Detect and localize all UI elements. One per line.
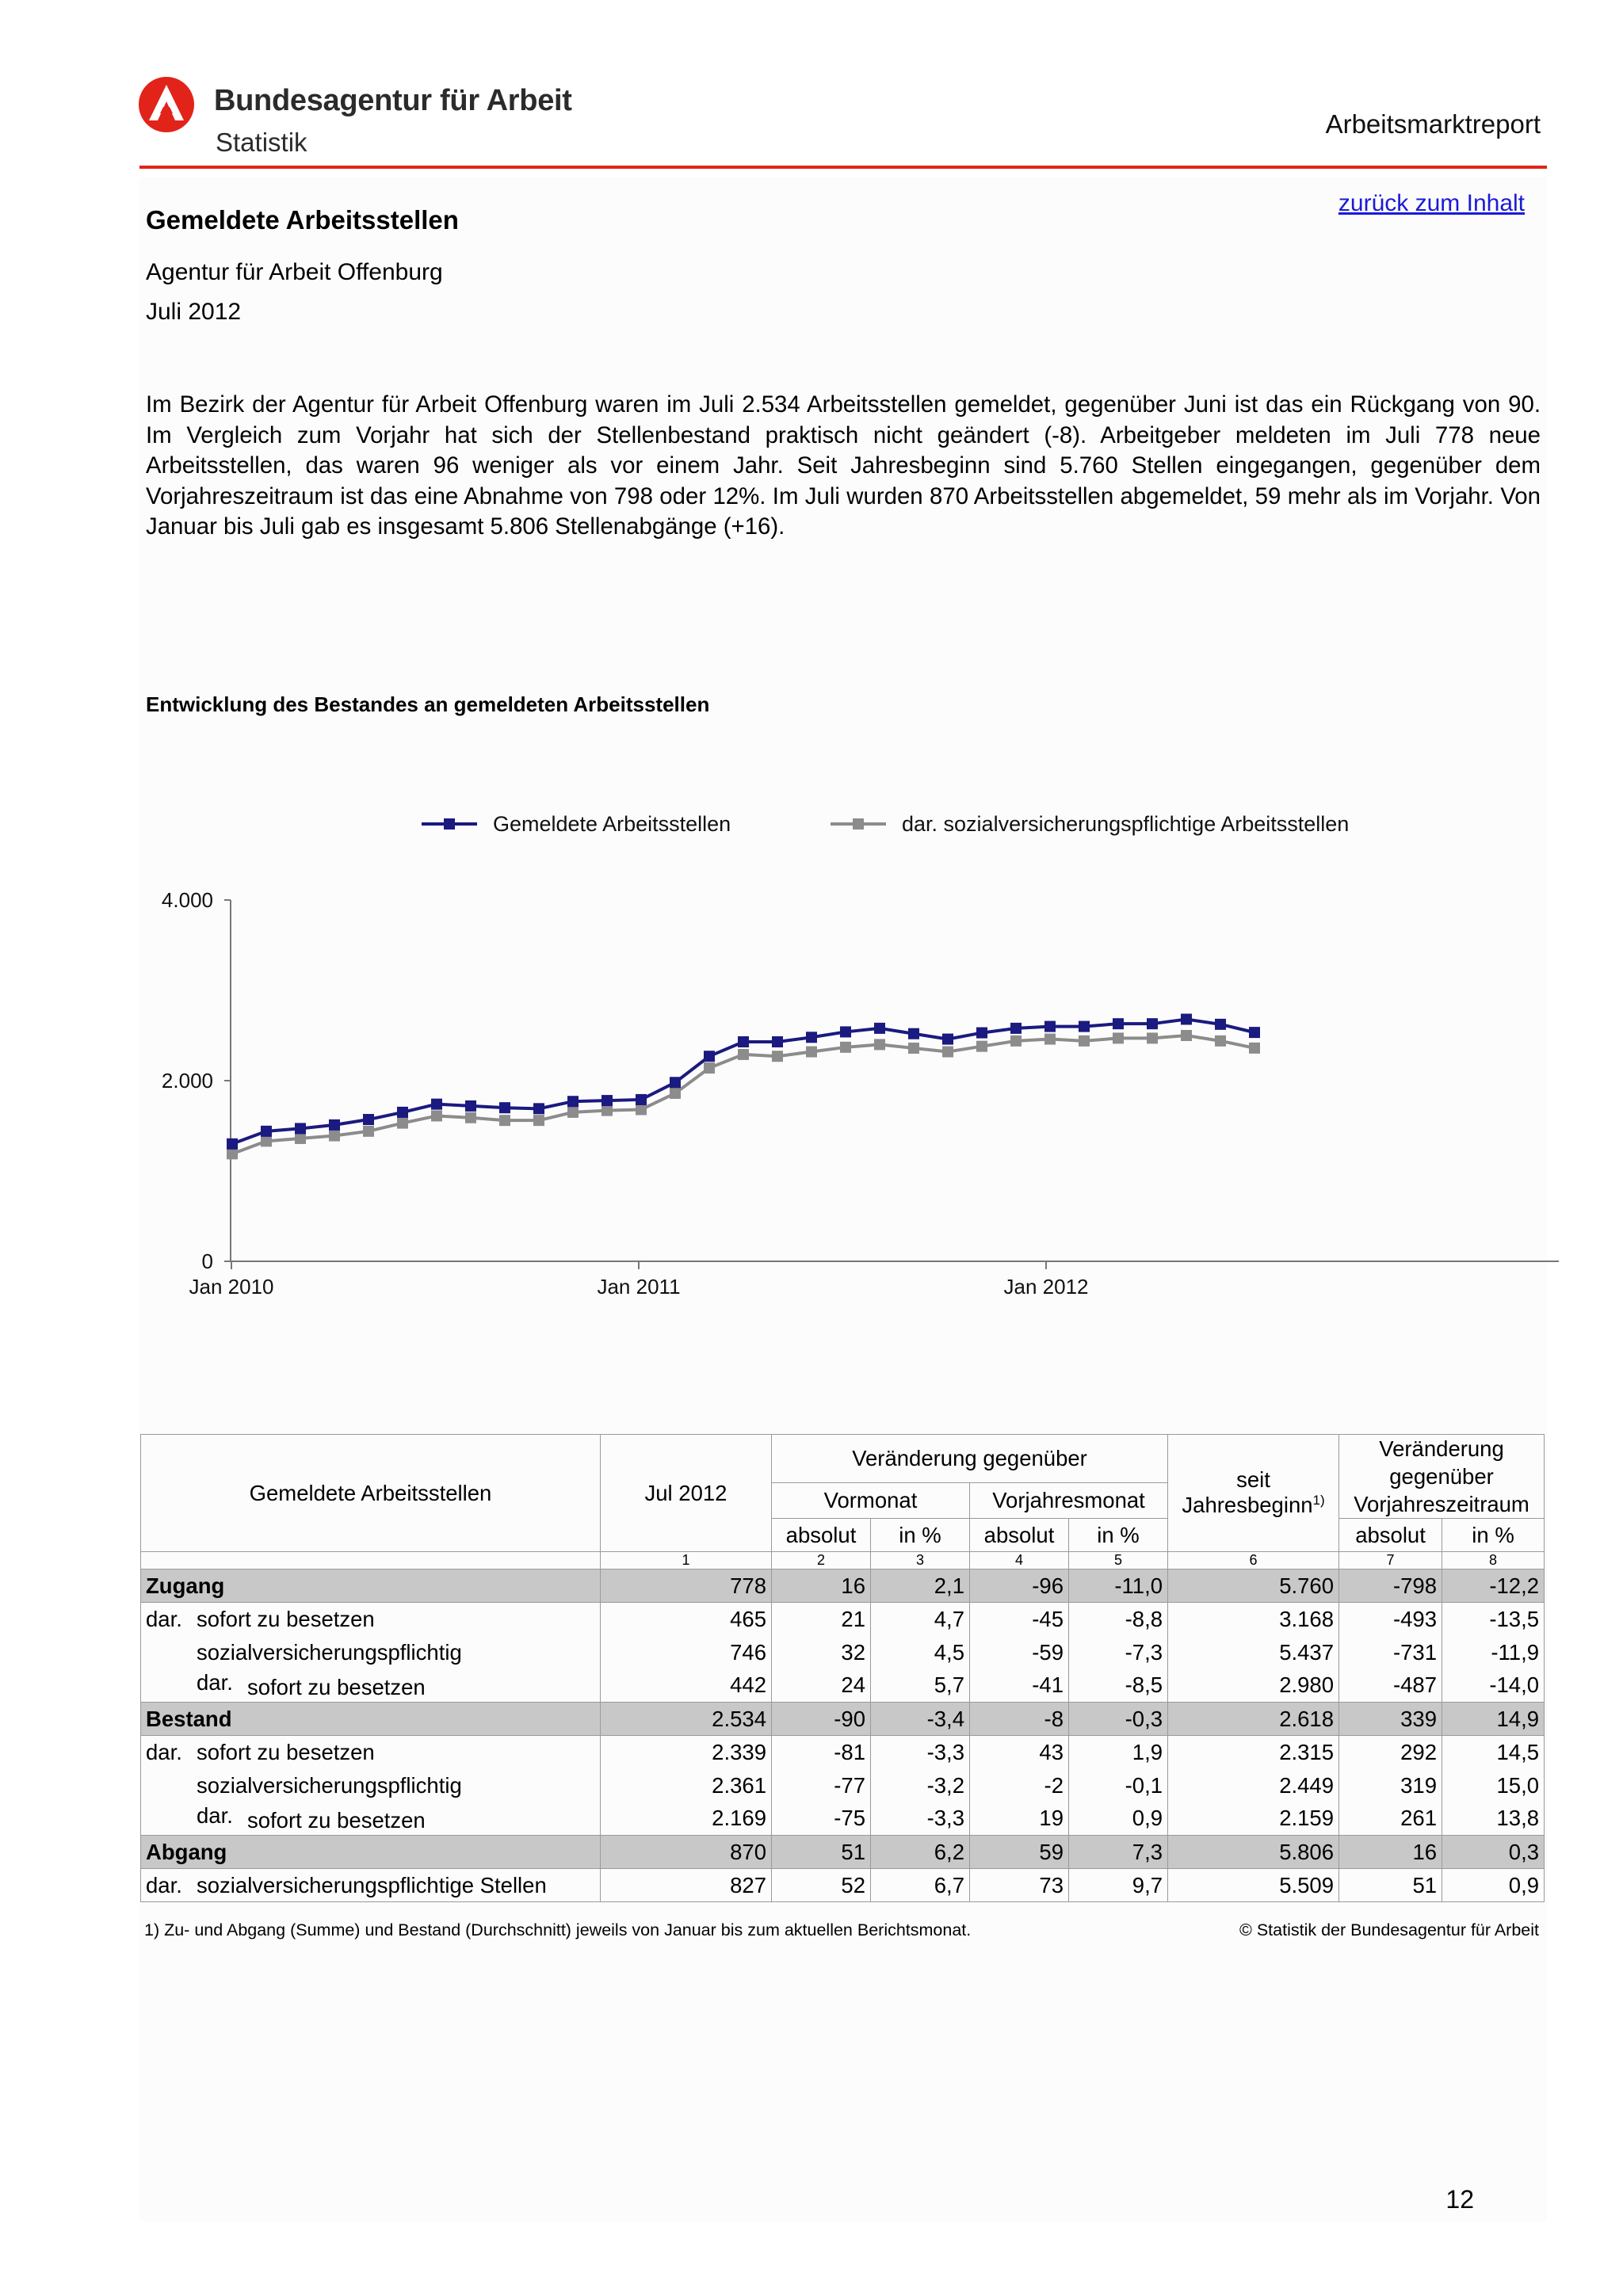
table-cell: 16 xyxy=(1339,1836,1442,1869)
data-point xyxy=(261,1135,272,1146)
table-cell: 6,2 xyxy=(871,1836,970,1869)
index-cell: 7 xyxy=(1339,1552,1442,1569)
agency-name: Agentur für Arbeit Offenburg xyxy=(146,259,443,285)
table-cell: 43 xyxy=(970,1736,1069,1769)
row-label xyxy=(141,1836,601,1869)
data-point xyxy=(1044,1021,1056,1032)
table-cell: -0,1 xyxy=(1069,1769,1168,1802)
table-cell: 2.449 xyxy=(1168,1769,1339,1802)
table-cell: 5.509 xyxy=(1168,1869,1339,1902)
brand-name: Bundesagentur für Arbeit xyxy=(214,84,572,117)
header-absolut: absolut xyxy=(772,1519,871,1552)
table-cell: 261 xyxy=(1339,1802,1442,1836)
table-cell: 2.618 xyxy=(1168,1703,1339,1736)
table-cell: -75 xyxy=(772,1802,871,1836)
table-cell: 442 xyxy=(601,1669,772,1703)
table-cell: 9,7 xyxy=(1069,1869,1168,1902)
page-number: 12 xyxy=(1445,2185,1474,2214)
row-label xyxy=(141,1802,601,1836)
table-footnote: 1) Zu- und Abgang (Summe) und Bestand (Durchschnitt) jeweils von Januar bis zum aktuellen Berichtsmonat. xyxy=(144,1920,972,1939)
table-cell: 2.169 xyxy=(601,1802,772,1836)
row-label-text: sofort zu besetzen xyxy=(197,1606,375,1631)
table-cell: 4,7 xyxy=(871,1603,970,1636)
data-point xyxy=(772,1051,783,1062)
table-cell: 16 xyxy=(772,1569,871,1603)
y-tick-label: 0 xyxy=(201,1249,213,1273)
table-cell: 2.361 xyxy=(601,1769,772,1802)
data-point xyxy=(1010,1035,1022,1047)
header-vz-3: Vorjahreszeitraum xyxy=(1354,1492,1529,1516)
legend-marker xyxy=(853,818,864,830)
table-cell: 4,5 xyxy=(871,1636,970,1669)
data-point xyxy=(908,1043,919,1054)
row-label xyxy=(141,1736,601,1769)
report-period: Juli 2012 xyxy=(146,299,242,325)
table-cell: 0,9 xyxy=(1069,1802,1168,1836)
header-seit: seit xyxy=(1236,1467,1270,1493)
data-point xyxy=(908,1028,919,1039)
table-cell: 51 xyxy=(1339,1869,1442,1902)
header-vz-2: gegenüber xyxy=(1389,1464,1494,1489)
header-in-pct: in % xyxy=(871,1519,970,1552)
data-point xyxy=(1181,1013,1192,1024)
table-cell: -11,0 xyxy=(1069,1569,1168,1603)
table-cell: 7,3 xyxy=(1069,1836,1168,1869)
table-cell: 339 xyxy=(1339,1703,1442,1736)
table-cell: -493 xyxy=(1339,1603,1442,1636)
table-cell: -3,4 xyxy=(871,1703,970,1736)
data-point xyxy=(976,1041,987,1052)
header-row-label: Gemeldete Arbeitsstellen xyxy=(141,1435,601,1552)
table-cell: -13,5 xyxy=(1442,1603,1545,1636)
row-label-text: sofort zu besetzen xyxy=(197,1739,375,1764)
data-point xyxy=(499,1102,510,1113)
row-label xyxy=(141,1869,601,1902)
table-cell: -11,9 xyxy=(1442,1636,1545,1669)
row-label-text: sozialversicherungspflichtige Stellen xyxy=(197,1872,547,1897)
data-point xyxy=(567,1107,579,1118)
data-point xyxy=(1079,1035,1090,1047)
row-label xyxy=(141,1603,601,1636)
table-cell: 6,7 xyxy=(871,1869,970,1902)
header-vormonat: Vormonat xyxy=(772,1483,970,1519)
table-cell: 5,7 xyxy=(871,1669,970,1703)
chart-legend xyxy=(422,812,1349,836)
data-point xyxy=(1215,1035,1226,1047)
table-cell: 0,9 xyxy=(1442,1869,1545,1902)
table-row xyxy=(141,1802,1545,1836)
data-point xyxy=(738,1036,749,1047)
table-row xyxy=(141,1569,1545,1603)
table-cell: 14,9 xyxy=(1442,1703,1545,1736)
data-point xyxy=(227,1148,238,1159)
row-prefix: dar. xyxy=(146,1606,182,1631)
data-point xyxy=(601,1105,613,1116)
table-cell: 778 xyxy=(601,1569,772,1603)
index-cell: 2 xyxy=(772,1552,871,1569)
table-cell: 51 xyxy=(772,1836,871,1869)
table-cell: 2.339 xyxy=(601,1736,772,1769)
index-cell: 4 xyxy=(970,1552,1069,1569)
chart-series xyxy=(227,1013,1260,1159)
table-cell: 5.760 xyxy=(1168,1569,1339,1603)
table-cell: -3,3 xyxy=(871,1736,970,1769)
table-cell: 3.168 xyxy=(1168,1603,1339,1636)
index-cell: 5 xyxy=(1069,1552,1168,1569)
row-label-text: sofort zu besetzen xyxy=(247,1808,426,1833)
table-cell: 870 xyxy=(601,1836,772,1869)
table-cell: -45 xyxy=(970,1603,1069,1636)
data-point xyxy=(806,1047,817,1058)
table-cell: 2.534 xyxy=(601,1703,772,1736)
data-point xyxy=(1113,1018,1124,1029)
header-absolut: absolut xyxy=(1339,1519,1442,1552)
data-point xyxy=(431,1099,442,1110)
chart-axes xyxy=(162,888,1559,1299)
row-label xyxy=(141,1769,601,1802)
data-point xyxy=(499,1115,510,1126)
data-point xyxy=(1079,1021,1090,1032)
data-point xyxy=(397,1107,408,1118)
header-divider xyxy=(139,166,1547,169)
index-cell: 8 xyxy=(1442,1552,1545,1569)
legend-label: Gemeldete Arbeitsstellen xyxy=(493,812,731,836)
copyright: © Statistik der Bundesagentur für Arbeit xyxy=(1239,1920,1539,1939)
data-point xyxy=(704,1051,715,1062)
index-cell: 6 xyxy=(1168,1552,1339,1569)
data-point xyxy=(295,1133,306,1144)
header-in-pct: in % xyxy=(1442,1519,1545,1552)
row-label-text: Abgang xyxy=(146,1839,227,1864)
data-point xyxy=(329,1119,340,1131)
data-point xyxy=(1044,1034,1056,1045)
table-cell: -8 xyxy=(970,1703,1069,1736)
header-since-year-start xyxy=(1168,1435,1339,1552)
data-point xyxy=(1249,1027,1260,1038)
header-vorjahresmonat: Vorjahresmonat xyxy=(970,1483,1168,1519)
header-change: Veränderung gegenüber xyxy=(772,1435,1168,1483)
table-cell: -2 xyxy=(970,1769,1069,1802)
row-prefix: dar. xyxy=(197,1670,233,1695)
row-prefix: dar. xyxy=(197,1803,233,1829)
header-jahresbeginn: Jahresbeginn xyxy=(1182,1493,1313,1518)
data-point xyxy=(465,1100,476,1112)
table-cell: -8,8 xyxy=(1069,1603,1168,1636)
table-cell: 465 xyxy=(601,1603,772,1636)
table-cell: -41 xyxy=(970,1669,1069,1703)
row-prefix: dar. xyxy=(146,1872,182,1897)
job-vacancies-table xyxy=(140,1434,1545,1902)
table-row xyxy=(141,1836,1545,1869)
data-point xyxy=(601,1095,613,1106)
table-cell: 1,9 xyxy=(1069,1736,1168,1769)
data-point xyxy=(942,1047,953,1058)
data-point xyxy=(363,1126,374,1137)
table-cell: 21 xyxy=(772,1603,871,1636)
footnote-mark: 1) xyxy=(1312,1493,1325,1508)
row-label-text: sozialversicherungspflichtig xyxy=(197,1639,462,1665)
data-point xyxy=(1215,1019,1226,1030)
table-cell: 73 xyxy=(970,1869,1069,1902)
x-tick-label: Jan 2010 xyxy=(189,1275,274,1299)
data-point xyxy=(704,1062,715,1074)
data-point xyxy=(329,1131,340,1142)
row-label-text: Bestand xyxy=(146,1706,232,1731)
data-point xyxy=(942,1034,953,1045)
data-point xyxy=(465,1112,476,1123)
data-point xyxy=(806,1032,817,1043)
data-point xyxy=(363,1114,374,1125)
y-tick-label: 2.000 xyxy=(161,1069,213,1093)
table-cell: 2.980 xyxy=(1168,1669,1339,1703)
data-point xyxy=(533,1115,544,1126)
data-point xyxy=(874,1039,885,1050)
data-point xyxy=(533,1103,544,1114)
table-cell: -12,2 xyxy=(1442,1569,1545,1603)
data-point xyxy=(874,1023,885,1034)
table-cell: -0,3 xyxy=(1069,1703,1168,1736)
table-cell: 5.437 xyxy=(1168,1636,1339,1669)
header-absolut: absolut xyxy=(970,1519,1069,1552)
data-point xyxy=(1010,1023,1022,1034)
table-row xyxy=(141,1703,1545,1736)
table-row xyxy=(141,1869,1545,1902)
stock-line-chart xyxy=(139,792,1439,1315)
ba-logo-icon xyxy=(138,76,195,133)
data-point xyxy=(397,1118,408,1129)
table-cell: -487 xyxy=(1339,1669,1442,1703)
data-point xyxy=(840,1042,851,1053)
table-cell: -798 xyxy=(1339,1569,1442,1603)
table-cell: 2,1 xyxy=(871,1569,970,1603)
table-cell: 2.159 xyxy=(1168,1802,1339,1836)
table-cell: -81 xyxy=(772,1736,871,1769)
index-cell-empty xyxy=(141,1552,601,1569)
data-point xyxy=(567,1096,579,1107)
table-cell: 52 xyxy=(772,1869,871,1902)
data-point xyxy=(772,1036,783,1047)
table-cell: -96 xyxy=(970,1569,1069,1603)
table-cell: -3,3 xyxy=(871,1802,970,1836)
table-cell: -90 xyxy=(772,1703,871,1736)
table-cell: 0,3 xyxy=(1442,1836,1545,1869)
table-cell: -59 xyxy=(970,1636,1069,1669)
table-cell: -77 xyxy=(772,1769,871,1802)
data-point xyxy=(636,1094,647,1105)
table-cell: 827 xyxy=(601,1869,772,1902)
table-cell: 13,8 xyxy=(1442,1802,1545,1836)
data-point xyxy=(1147,1032,1158,1043)
data-point xyxy=(738,1049,749,1060)
data-point xyxy=(261,1126,272,1137)
table-row xyxy=(141,1736,1545,1769)
row-label-text: Zugang xyxy=(146,1573,225,1598)
table-cell: -731 xyxy=(1339,1636,1442,1669)
chart-title: Entwicklung des Bestandes an gemeldeten Arbeitsstellen xyxy=(146,692,710,716)
row-label xyxy=(141,1636,601,1669)
table-cell: 292 xyxy=(1339,1736,1442,1769)
brand-subtitle: Statistik xyxy=(216,128,307,157)
row-label xyxy=(141,1703,601,1736)
table-cell: 32 xyxy=(772,1636,871,1669)
table-row xyxy=(141,1769,1545,1802)
data-point xyxy=(295,1123,306,1134)
summary-paragraph: Im Bezirk der Agentur für Arbeit Offenburg waren im Juli 2.534 Arbeitsstellen gemeldet, gegenüber Juni ist das ein Rückgang von 90. Im Vergleich zum Vorjahr hat sich der Stellenbestand praktisch nicht geändert (-8). Arbeitgeber meldeten im Juli 778 neue Arbeitsstellen, das waren 96 weniger als vor einem Jahr. Seit Jahresbeginn sind 5.760 Stellen eingegangen, gegenüber dem Vorjahreszeitraum ist das eine Abnahme von 798 oder 12%. Im Juli wurden 870 Arbeitsstellen abgemeldet, 59 mehr als im Vorjahr. Von Januar bis Juli gab es insgesamt 5.806 Stellenabgänge (+16). xyxy=(146,391,1541,540)
data-point xyxy=(840,1026,851,1037)
data-point xyxy=(1249,1043,1260,1054)
table-cell: -14,0 xyxy=(1442,1669,1545,1703)
table-cell: -7,3 xyxy=(1069,1636,1168,1669)
data-point xyxy=(1113,1032,1124,1043)
data-point xyxy=(670,1077,681,1088)
table-cell: 746 xyxy=(601,1636,772,1669)
table-row xyxy=(141,1636,1545,1669)
data-point xyxy=(1181,1030,1192,1041)
row-label-text: sofort zu besetzen xyxy=(247,1675,426,1700)
table-cell: 59 xyxy=(970,1836,1069,1869)
table-cell: 15,0 xyxy=(1442,1769,1545,1802)
index-cell: 3 xyxy=(871,1552,970,1569)
page-title: Gemeldete Arbeitsstellen xyxy=(146,205,459,235)
table-cell: 5.806 xyxy=(1168,1836,1339,1869)
table-cell: 319 xyxy=(1339,1769,1442,1802)
table-cell: 2.315 xyxy=(1168,1736,1339,1769)
data-point xyxy=(431,1110,442,1121)
report-name: Arbeitsmarktreport xyxy=(1325,109,1541,139)
data-point xyxy=(636,1104,647,1115)
index-cell: 1 xyxy=(601,1552,772,1569)
data-point xyxy=(976,1028,987,1039)
data-point xyxy=(670,1088,681,1099)
header-current-month: Jul 2012 xyxy=(601,1435,772,1552)
back-to-contents-link[interactable]: zurück zum Inhalt xyxy=(1338,190,1525,216)
row-label-text: sozialversicherungspflichtig xyxy=(197,1772,462,1798)
legend-marker xyxy=(444,818,455,830)
y-tick-label: 4.000 xyxy=(161,888,213,912)
table-cell: 19 xyxy=(970,1802,1069,1836)
table-cell: -8,5 xyxy=(1069,1669,1168,1703)
table-cell: -3,2 xyxy=(871,1769,970,1802)
data-point xyxy=(227,1138,238,1150)
data-point xyxy=(1147,1018,1158,1029)
header-vz-1: Veränderung xyxy=(1379,1436,1504,1461)
x-tick-label: Jan 2012 xyxy=(1003,1275,1089,1299)
header-prev-year-period xyxy=(1339,1435,1545,1519)
row-prefix: dar. xyxy=(146,1739,182,1764)
row-label xyxy=(141,1669,601,1703)
table-cell: 14,5 xyxy=(1442,1736,1545,1769)
table-row xyxy=(141,1669,1545,1703)
row-label xyxy=(141,1569,601,1603)
x-tick-label: Jan 2011 xyxy=(597,1275,681,1299)
table-cell: 24 xyxy=(772,1669,871,1703)
table-row xyxy=(141,1603,1545,1636)
header-in-pct: in % xyxy=(1069,1519,1168,1552)
legend-label: dar. sozialversicherungspflichtige Arbeitsstellen xyxy=(902,812,1350,836)
